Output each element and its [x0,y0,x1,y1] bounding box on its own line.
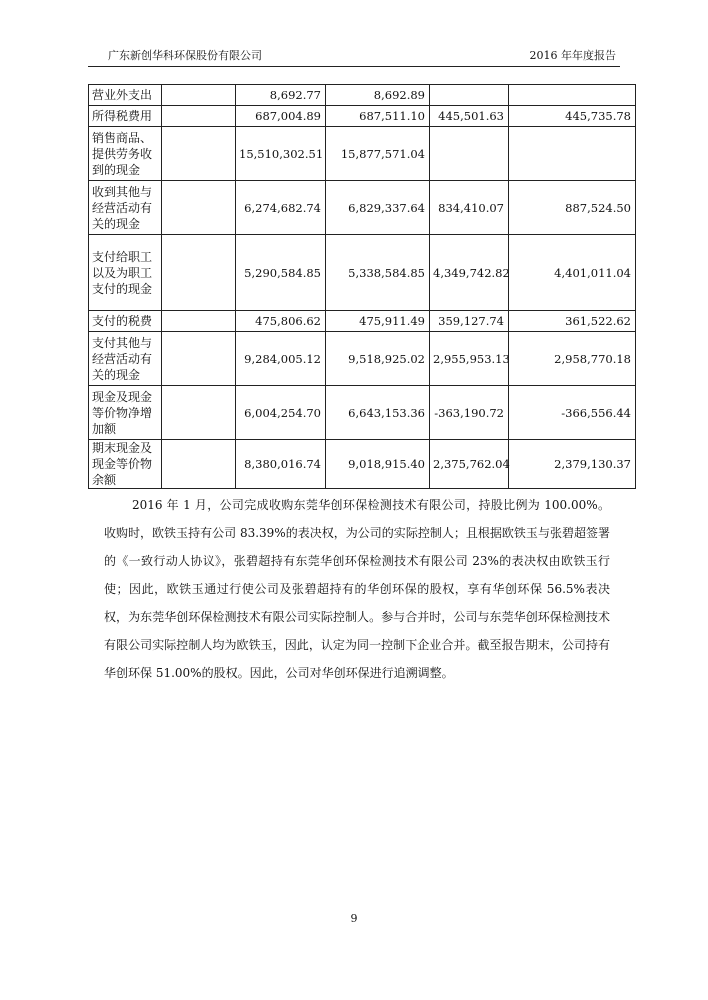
table-row [89,235,636,311]
company-name: 广东新创华科环保股份有限公司 [108,49,262,62]
row-label: 所得税费用 [89,106,162,127]
value-cell: 687,004.89 [236,106,326,127]
value-cell [509,127,636,181]
value-cell: 9,284,005.12 [236,332,326,386]
value-cell: 445,735.78 [509,106,636,127]
value-cell: -363,190.72 [430,386,509,440]
value-cell: 361,522.62 [509,311,636,332]
value-cell: 834,410.07 [430,181,509,235]
empty-cell [162,386,236,440]
table-row [89,440,636,489]
report-title: 2016 年年度报告 [529,49,616,62]
empty-cell [162,127,236,181]
row-label: 支付给职工以及为职工支付的现金 [89,235,162,311]
empty-cell [162,440,236,489]
value-cell: 359,127.74 [430,311,509,332]
value-cell: 6,829,337.64 [326,181,430,235]
value-cell: 475,806.62 [236,311,326,332]
value-cell: 6,643,153.36 [326,386,430,440]
value-cell: 5,338,584.85 [326,235,430,311]
table-row [89,311,636,332]
empty-cell [162,181,236,235]
row-label: 营业外支出 [89,85,162,106]
value-cell: 8,692.77 [236,85,326,106]
value-cell: 6,274,682.74 [236,181,326,235]
value-cell: 475,911.49 [326,311,430,332]
empty-cell [162,332,236,386]
page-header [88,48,620,64]
row-label: 收到其他与经营活动有关的现金 [89,181,162,235]
row-label: 支付其他与经营活动有关的现金 [89,332,162,386]
value-cell: 2,958,770.18 [509,332,636,386]
financial-table [88,84,636,489]
table-row [89,386,636,440]
body-paragraph [104,491,610,687]
row-label: 销售商品、提供劳务收到的现金 [89,127,162,181]
value-cell: 4,401,011.04 [509,235,636,311]
row-label: 现金及现金等价物净增加额 [89,386,162,440]
row-label: 支付的税费 [89,311,162,332]
table-row [89,181,636,235]
empty-cell [162,106,236,127]
table-row [89,85,636,106]
header-rule [88,66,620,67]
table-row [89,106,636,127]
table-row [89,127,636,181]
table-row [89,332,636,386]
value-cell: 9,018,915.40 [326,440,430,489]
value-cell: 445,501.63 [430,106,509,127]
value-cell: 2,375,762.04 [430,440,509,489]
value-cell [430,127,509,181]
empty-cell [162,85,236,106]
value-cell: 8,380,016.74 [236,440,326,489]
value-cell: 4,349,742.82 [430,235,509,311]
value-cell [430,85,509,106]
value-cell: 887,524.50 [509,181,636,235]
paragraph-text: 2016 年 1 月，公司完成收购东莞华创环保检测技术有限公司，持股比例为 100.00%。收购时，欧铁玉持有公司 83.39%的表决权，为公司的实际控制人；且根据欧铁玉与张碧超签署的《一致行动人协议》，张碧超持有东莞华创环保检测技术有限公司 23%的表决权由欧铁玉行使；因此，欧铁玉通过行使公司及张碧超持有的华创环保的股权，享有华创环保 56.5%表决权，为东莞华创环保检测技术有限公司实际控制人。参与合并时，公司与东莞华创环保检测技术有限公司实际控制人均为欧铁玉，因此，认定为同一控制下企业合并。截至报告期末，公司持有华创环保 51.00%的股权。因此，公司对华创环保进行追溯调整。 [104,498,610,680]
value-cell: 15,510,302.51 [236,127,326,181]
value-cell: -366,556.44 [509,386,636,440]
row-label: 期末现金及现金等价物余额 [89,440,162,489]
page-number: 9 [350,912,358,925]
value-cell: 2,955,953.13 [430,332,509,386]
value-cell: 2,379,130.37 [509,440,636,489]
empty-cell [162,235,236,311]
value-cell: 8,692.89 [326,85,430,106]
empty-cell [162,311,236,332]
value-cell: 6,004,254.70 [236,386,326,440]
value-cell: 687,511.10 [326,106,430,127]
value-cell [509,85,636,106]
value-cell: 5,290,584.85 [236,235,326,311]
value-cell: 15,877,571.04 [326,127,430,181]
value-cell: 9,518,925.02 [326,332,430,386]
